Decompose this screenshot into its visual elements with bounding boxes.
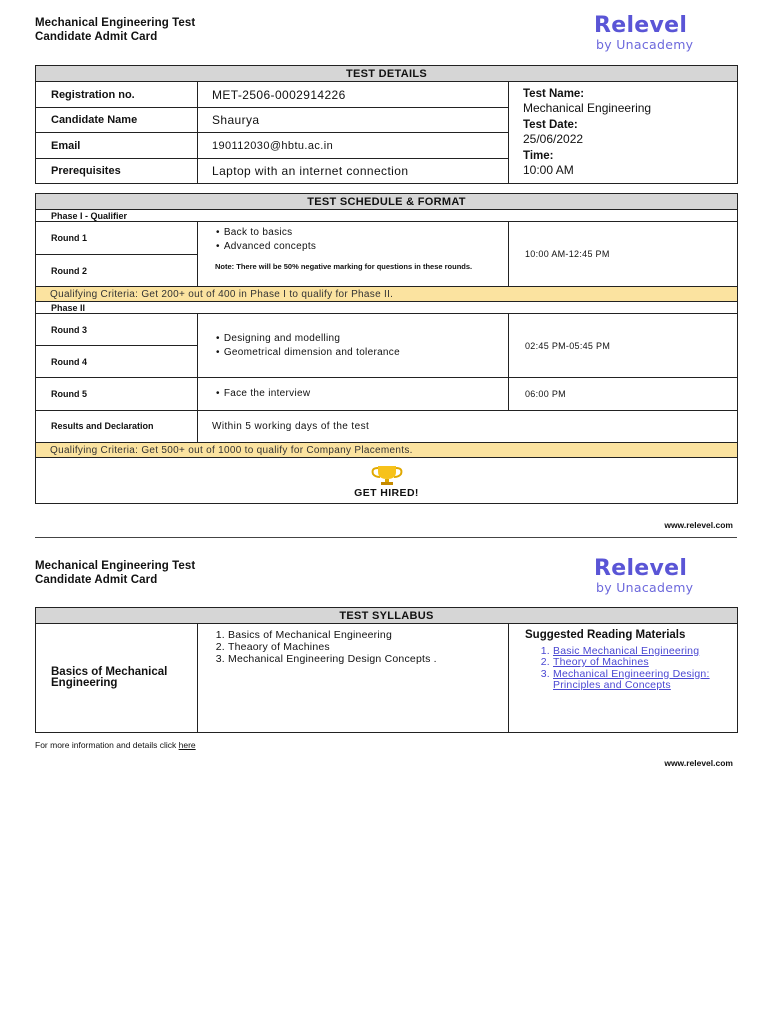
get-hired-text: GET HIRED!	[354, 486, 419, 499]
syllabus-topics-cell	[198, 624, 509, 733]
test-date-label: Test Date:	[523, 119, 578, 131]
phase1-topics-cell	[198, 222, 509, 287]
email-value: 190112030@hbtu.ac.in	[198, 133, 509, 159]
round1-label: Round 1	[36, 222, 198, 255]
trophy-icon	[36, 465, 737, 485]
page-divider	[35, 537, 737, 538]
logo-tagline: by Unacademy	[596, 580, 694, 595]
list-item: 2. Theaory of Machines	[228, 641, 508, 653]
registration-label: Registration no.	[36, 82, 198, 108]
phase2-topic-list	[198, 332, 508, 360]
header-title: Mechanical Engineering Test	[35, 560, 196, 572]
syllabus-subject: Basics of Mechanical Engineering	[36, 624, 198, 733]
email-label: Email	[36, 133, 198, 159]
time-value: 10:00 AM	[523, 163, 574, 177]
phase2-topics-cell	[198, 314, 509, 378]
reading-title: Suggested Reading Materials	[525, 629, 686, 641]
more-info	[35, 740, 196, 750]
results-label: Results and Declaration	[36, 411, 198, 443]
reading-link-basic-mechanical-engineering[interactable]: Basic Mechanical Engineering	[553, 644, 700, 657]
list-item: • Designing and modelling	[216, 332, 508, 346]
results-value: Within 5 working days of the test	[198, 411, 738, 443]
reading-cell	[509, 624, 738, 733]
list-item: • Face the interview	[216, 387, 508, 401]
round4-label: Round 4	[36, 346, 198, 378]
syllabus-table	[35, 607, 738, 733]
header-subtitle: Candidate Admit Card	[35, 31, 158, 43]
qualifying-criteria-2: Qualifying Criteria: Get 500+ out of 1000 to qualify for Company Placements.	[36, 443, 738, 458]
prerequisites-value: Laptop with an internet connection	[198, 159, 509, 184]
relevel-logo	[594, 557, 739, 594]
test-name-label: Test Name:	[523, 88, 585, 100]
footer-url[interactable]: www.relevel.com	[664, 520, 733, 530]
round5-label: Round 5	[36, 378, 198, 411]
schedule-table	[35, 193, 738, 504]
list-item: 3. Mechanical Engineering Design Concepts .	[228, 653, 508, 665]
page2-header	[35, 559, 195, 587]
footer-url[interactable]: www.relevel.com	[664, 758, 733, 768]
registration-value: MET-2506-0002914226	[198, 82, 509, 108]
reading-list	[525, 646, 737, 692]
list-item: • Advanced concepts	[216, 240, 508, 254]
test-info-cell	[509, 82, 738, 184]
test-details-table	[35, 65, 738, 184]
phase1-topic-list	[198, 226, 508, 254]
more-info-link[interactable]: here	[178, 740, 196, 750]
round5-topic-cell	[198, 378, 509, 411]
qualifying-criteria-1: Qualifying Criteria: Get 200+ out of 400 in Phase I to qualify for Phase II.	[36, 287, 738, 302]
logo-brand: Relevel	[594, 13, 688, 38]
phase1-time: 10:00 AM-12:45 PM	[509, 222, 738, 287]
get-hired-cell	[36, 458, 738, 504]
candidate-name-value: Shaurya	[198, 108, 509, 133]
round3-label: Round 3	[36, 314, 198, 346]
syllabus-title: TEST SYLLABUS	[36, 608, 738, 624]
round2-label: Round 2	[36, 255, 198, 287]
prerequisites-label: Prerequisites	[36, 159, 198, 184]
test-details-title: TEST DETAILS	[36, 66, 738, 82]
page-header	[35, 16, 195, 44]
relevel-logo	[594, 14, 739, 51]
schedule-title: TEST SCHEDULE & FORMAT	[36, 194, 738, 210]
test-date-value: 25/06/2022	[523, 132, 584, 146]
negative-marking-note: Note: There will be 50% negative marking for questions in these rounds.	[215, 262, 473, 271]
test-name-value: Mechanical Engineering	[523, 101, 652, 115]
candidate-name-label: Candidate Name	[36, 108, 198, 133]
logo-brand: Relevel	[594, 556, 688, 581]
phase2-time: 02:45 PM-05:45 PM	[509, 314, 738, 378]
round5-time: 06:00 PM	[509, 378, 738, 411]
reading-link-theory-of-machines[interactable]: Theory of Machines	[553, 656, 649, 668]
phase1-label: Phase I - Qualifier	[36, 210, 738, 222]
time-label: Time:	[523, 150, 554, 162]
phase2-label: Phase II	[36, 302, 738, 314]
more-info-text: For more information and details click	[35, 740, 179, 750]
syllabus-topic-list	[198, 624, 508, 665]
header-subtitle: Candidate Admit Card	[35, 574, 158, 586]
list-item: • Back to basics	[216, 226, 508, 240]
reading-link-design-principles[interactable]: Mechanical Engineering Design: Principles and Concepts	[553, 667, 710, 691]
list-item: • Geometrical dimension and tolerance	[216, 346, 508, 360]
header-title: Mechanical Engineering Test	[35, 17, 196, 29]
round5-topic-list	[198, 387, 508, 401]
logo-tagline: by Unacademy	[596, 37, 694, 52]
list-item: 1. Basics of Mechanical Engineering	[228, 629, 508, 641]
